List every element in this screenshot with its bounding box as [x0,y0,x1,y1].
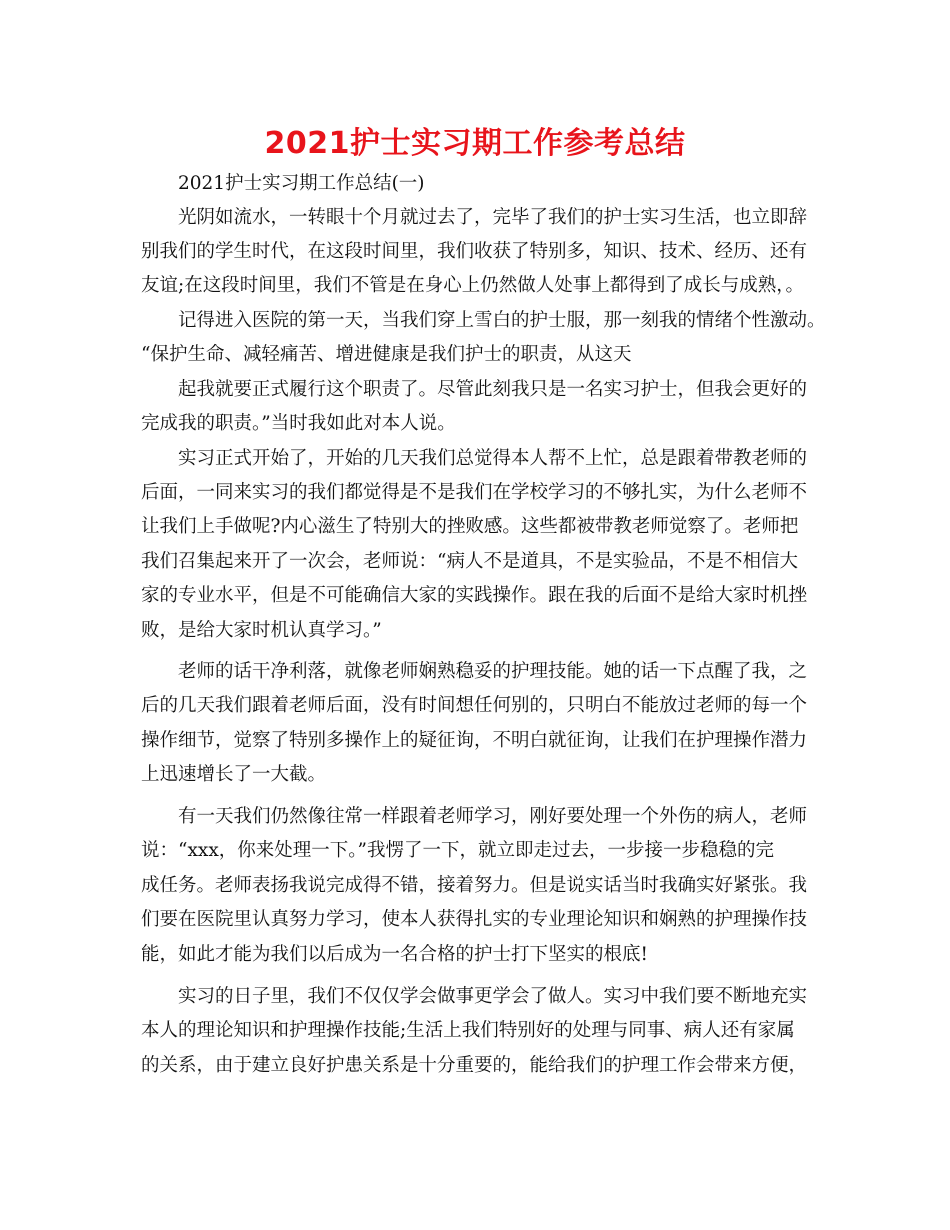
paragraph-line: 败，是给大家时机认真学习。” [141,620,382,641]
paragraph-line: 友谊;在这段时间里，我们不管是在身心上仍然做人处事上都得到了成长与成熟，。 [141,275,804,296]
paragraph-line: 上迅速增长了一大截。 [141,764,327,785]
paragraph-line: 我们召集起来开了一次会，老师说：“病人不是道具，不是实验品，不是不相信大 [141,551,798,572]
paragraph-line: 让我们上手做呢?内心滋生了特别大的挫败感。这些都被带教老师觉察了。老师把 [141,516,799,537]
section-heading: 2021护士实习期工作总结(一) [178,173,425,194]
paragraph-line: 家的专业水平，但是不可能确信大家的实践操作。跟在我的后面不是给大家时机挫 [141,585,808,606]
paragraph-line: 起我就要正式履行这个职责了。尽管此刻我只是一名实习护士，但我会更好的 [178,379,808,400]
paragraph-line: 完成我的职责。”当时我如此对本人说。 [141,413,456,434]
paragraph-line: 后的几天我们跟着老师后面，没有时间想任何别的，只明白不能放过老师的每一个 [141,695,808,716]
paragraph-line: 的关系，由于建立良好护患关系是十分重要的，能给我们的护理工作会带来方便， [141,1055,808,1076]
paragraph-line: 们要在医院里认真努力学习，使本人获得扎实的专业理论知识和娴熟的护理操作技 [141,909,808,930]
paragraph-line: 别我们的学生时代，在这段时间里，我们收获了特别多，知识、技术、经历、还有 [141,241,808,262]
paragraph-line: 实习的日子里，我们不仅仅学会做事更学会了做人。实习中我们要不断地充实 [178,986,808,1007]
paragraph-line: 本人的理论知识和护理操作技能;生活上我们特别好的处理与同事、病人还有家属 [141,1020,795,1041]
paragraph-line: 操作细节，觉察了特别多操作上的疑征询，不明白就征询，让我们在护理操作潜力 [141,730,808,751]
paragraph-line: 老师的话干净利落，就像老师娴熟稳妥的护理技能。她的话一下点醒了我，之 [178,661,808,682]
paragraph-line: 记得进入医院的第一天，当我们穿上雪白的护士服，那一刻我的情绪个性激动。 [178,310,826,331]
paragraph-line: 光阴如流水，一转眼十个月就过去了，完毕了我们的护士实习生活，也立即辞 [178,207,808,228]
paragraph-line: 有一天我们仍然像往常一样跟着老师学习，刚好要处理一个外伤的病人，老师 [178,806,808,827]
paragraph-line: 实习正式开始了，开始的几天我们总觉得本人帮不上忙，总是跟着带教老师的 [178,448,808,469]
paragraph-line: 能，如此才能为我们以后成为一名合格的护士打下坚实的根底! [141,944,648,965]
paragraph-line: “保护生命、减轻痛苦、增进健康是我们护士的职责，从这天 [141,344,632,365]
document-title: 2021护士实习期工作参考总结 [264,126,686,161]
paragraph-line: 后面，一同来实习的我们都觉得是不是我们在学校学习的不够扎实，为什么老师不 [141,482,808,503]
paragraph-line: 成任务。老师表扬我说完成得不错，接着努力。但是说实话当时我确实好紧张。我 [141,875,808,896]
paragraph-line: 说：“xxx，你来处理一下。”我愣了一下，就立即走过去，一步接一步稳稳的完 [141,840,774,861]
